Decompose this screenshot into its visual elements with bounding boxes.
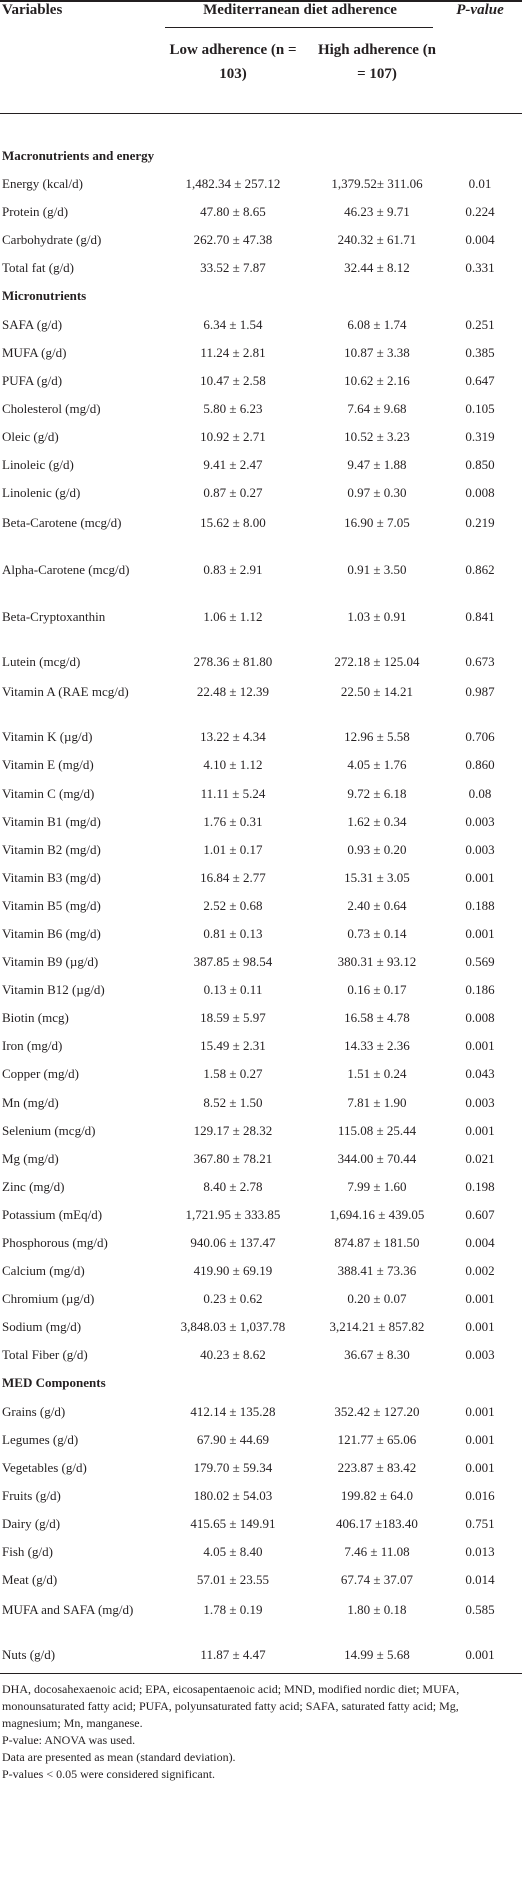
variable-cell: Protein (g/d) bbox=[2, 204, 69, 220]
low-adherence-cell: 9.41 ± 2.47 bbox=[203, 457, 263, 473]
low-adherence-cell: 1.78 ± 0.19 bbox=[203, 1602, 263, 1618]
table-row bbox=[0, 1229, 522, 1257]
low-adherence-cell: 1,721.95 ± 333.85 bbox=[185, 1206, 281, 1222]
p-value-cell: 0.002 bbox=[465, 1263, 495, 1279]
table-row bbox=[0, 367, 522, 395]
variable-cell: Linolenic (g/d) bbox=[2, 485, 81, 501]
p-value-cell: 0.001 bbox=[465, 1459, 495, 1475]
low-adherence-cell: 129.17 ± 28.32 bbox=[193, 1122, 273, 1138]
low-adherence-cell: 179.70 ± 59.34 bbox=[193, 1459, 273, 1475]
table-row bbox=[0, 1510, 522, 1538]
low-adherence-cell: 16.84 ± 2.77 bbox=[200, 869, 266, 885]
variable-cell: Vitamin B2 (mg/d) bbox=[2, 841, 101, 857]
high-adherence-cell: 14.99 ± 5.68 bbox=[344, 1647, 410, 1663]
header-variables: Variables bbox=[2, 2, 63, 18]
p-value-cell: 0.001 bbox=[465, 869, 495, 885]
high-adherence-cell: 1.80 ± 0.18 bbox=[347, 1602, 407, 1618]
footnote: P-values < 0.05 were considered significant. bbox=[2, 1767, 216, 1781]
p-value-cell: 0.013 bbox=[465, 1544, 495, 1560]
table-row bbox=[0, 723, 522, 751]
high-adherence-cell: 406.17 ±183.40 bbox=[336, 1515, 418, 1531]
high-adherence-cell: 199.82 ± 64.0 bbox=[340, 1487, 414, 1503]
variable-cell: Meat (g/d) bbox=[2, 1572, 58, 1588]
variable-cell: Vitamin B3 (mg/d) bbox=[2, 869, 101, 885]
high-adherence-cell: 1,694.16 ± 439.05 bbox=[329, 1206, 425, 1222]
variable-cell: Oleic (g/d) bbox=[2, 428, 59, 444]
high-adherence-cell: 388.41 ± 73.36 bbox=[337, 1263, 417, 1279]
p-value-cell: 0.001 bbox=[465, 925, 495, 941]
variable-cell: Lutein (mcg/d) bbox=[2, 654, 81, 670]
variable-cell: Nuts (g/d) bbox=[2, 1647, 56, 1663]
variable-cell: Potassium (mEq/d) bbox=[2, 1206, 103, 1222]
high-adherence-cell: 121.77 ± 65.06 bbox=[337, 1431, 417, 1447]
low-adherence-cell: 6.34 ± 1.54 bbox=[203, 316, 263, 332]
high-adherence-cell: 240.32 ± 61.71 bbox=[337, 232, 417, 248]
bottom-rule bbox=[0, 1673, 522, 1674]
header-group: Mediterranean diet adherence bbox=[203, 2, 397, 18]
high-adherence-cell: 0.73 ± 0.14 bbox=[347, 925, 407, 941]
table-row bbox=[0, 1641, 522, 1669]
group-underline bbox=[165, 27, 433, 28]
low-adherence-cell: 940.06 ± 137.47 bbox=[190, 1235, 276, 1250]
table-row bbox=[0, 836, 522, 864]
low-adherence-cell: 262.70 ± 47.38 bbox=[193, 232, 273, 248]
table-row bbox=[0, 198, 522, 226]
high-adherence-cell: 12.96 ± 5.58 bbox=[344, 729, 410, 745]
table-row bbox=[0, 1341, 522, 1369]
table-row bbox=[0, 1257, 522, 1285]
high-adherence-cell: 10.62 ± 2.16 bbox=[344, 372, 410, 388]
section-row bbox=[0, 1369, 522, 1397]
p-value-cell: 0.569 bbox=[465, 954, 495, 970]
table-row bbox=[0, 1004, 522, 1032]
variable-cell: Alpha-Carotene (mcg/d) bbox=[2, 562, 130, 578]
high-adherence-cell: 16.58 ± 4.78 bbox=[344, 1010, 410, 1026]
p-value-cell: 0.105 bbox=[465, 400, 495, 416]
p-value-cell: 0.188 bbox=[465, 897, 495, 913]
low-adherence-cell: 0.87 ± 0.27 bbox=[203, 485, 263, 501]
variable-cell: Total fat (g/d) bbox=[2, 260, 75, 276]
table-row bbox=[0, 554, 522, 601]
variable-cell: Total Fiber (g/d) bbox=[2, 1347, 88, 1363]
low-adherence-cell: 180.02 ± 54.03 bbox=[193, 1487, 273, 1503]
p-value-cell: 0.004 bbox=[465, 232, 495, 248]
footnote: Data are presented as mean (standard deviation). bbox=[2, 1750, 236, 1764]
variable-cell: Vitamin B9 (µg/d) bbox=[2, 954, 99, 970]
low-adherence-cell: 0.83 ± 2.91 bbox=[203, 562, 263, 578]
p-value-cell: 0.001 bbox=[465, 1319, 495, 1335]
section-row bbox=[0, 142, 522, 170]
high-adherence-cell: 7.81 ± 1.90 bbox=[347, 1094, 407, 1110]
low-adherence-cell: 4.05 ± 8.40 bbox=[203, 1544, 263, 1560]
p-value-cell: 0.008 bbox=[465, 1010, 495, 1026]
p-value-cell: 0.319 bbox=[465, 428, 495, 444]
table-row bbox=[0, 1117, 522, 1145]
table-row bbox=[0, 1173, 522, 1201]
high-adherence-cell: 67.74 ± 37.07 bbox=[340, 1572, 414, 1588]
high-adherence-cell: 1.03 ± 0.91 bbox=[347, 609, 407, 625]
high-adherence-cell: 46.23 ± 9.71 bbox=[344, 204, 410, 220]
p-value-cell: 0.001 bbox=[465, 1431, 495, 1447]
variable-cell: Zinc (mg/d) bbox=[2, 1178, 65, 1194]
variable-cell: Sodium (mg/d) bbox=[2, 1319, 82, 1335]
variable-cell: Linoleic (g/d) bbox=[2, 457, 74, 473]
p-value-cell: 0.043 bbox=[465, 1066, 495, 1082]
low-adherence-cell: 278.36 ± 81.80 bbox=[193, 654, 273, 670]
p-value-cell: 0.841 bbox=[465, 609, 495, 625]
p-value-cell: 0.016 bbox=[465, 1487, 495, 1503]
low-adherence-cell: 13.22 ± 4.34 bbox=[200, 729, 266, 745]
variable-cell: Vitamin B5 (mg/d) bbox=[2, 897, 101, 913]
p-value-cell: 0.014 bbox=[465, 1572, 495, 1588]
table-row bbox=[0, 780, 522, 808]
low-adherence-cell: 1.76 ± 0.31 bbox=[203, 813, 263, 829]
table-row bbox=[0, 1313, 522, 1341]
low-adherence-cell: 57.01 ± 23.55 bbox=[196, 1572, 270, 1588]
high-adherence-cell: 6.08 ± 1.74 bbox=[347, 316, 407, 332]
low-adherence-cell: 387.85 ± 98.54 bbox=[193, 954, 273, 970]
low-adherence-cell: 11.24 ± 2.81 bbox=[200, 344, 266, 360]
high-adherence-cell: 344.00 ± 70.44 bbox=[337, 1150, 417, 1166]
variable-cell: Mg (mg/d) bbox=[2, 1150, 59, 1166]
low-adherence-cell: 3,848.03 ± 1,037.78 bbox=[180, 1319, 286, 1335]
low-adherence-cell: 40.23 ± 8.62 bbox=[200, 1347, 266, 1363]
low-adherence-cell: 10.92 ± 2.71 bbox=[200, 428, 266, 444]
variable-cell: Vitamin A (RAE mcg/d) bbox=[2, 684, 129, 700]
table-row bbox=[0, 1089, 522, 1117]
table-row bbox=[0, 676, 522, 723]
variable-cell: Calcium (mg/d) bbox=[2, 1263, 85, 1279]
variable-cell: Energy (kcal/d) bbox=[2, 176, 83, 192]
table-row bbox=[0, 1032, 522, 1060]
low-adherence-cell: 1.58 ± 0.27 bbox=[203, 1066, 263, 1082]
variable-cell: Mn (mg/d) bbox=[2, 1094, 59, 1110]
high-adherence-cell: 7.64 ± 9.68 bbox=[347, 400, 407, 416]
low-adherence-cell: 15.62 ± 8.00 bbox=[200, 515, 266, 531]
table-row bbox=[0, 1060, 522, 1088]
table-row bbox=[0, 339, 522, 367]
p-value-cell: 0.186 bbox=[465, 982, 495, 998]
p-value-cell: 0.860 bbox=[465, 757, 495, 773]
p-value-cell: 0.385 bbox=[465, 344, 495, 360]
high-adherence-cell: 9.72 ± 6.18 bbox=[347, 785, 407, 801]
section-row bbox=[0, 282, 522, 310]
high-adherence-cell: 10.87 ± 3.38 bbox=[344, 344, 410, 360]
low-adherence-cell: 2.52 ± 0.68 bbox=[203, 897, 263, 913]
p-value-cell: 0.021 bbox=[465, 1150, 495, 1166]
high-adherence-cell: 10.52 ± 3.23 bbox=[344, 428, 410, 444]
section-label: Micronutrients bbox=[2, 288, 87, 304]
variable-cell: PUFA (g/d) bbox=[2, 372, 63, 388]
variable-cell: Cholesterol (mg/d) bbox=[2, 400, 101, 416]
p-value-cell: 0.004 bbox=[465, 1235, 495, 1250]
low-adherence-cell: 419.90 ± 69.19 bbox=[193, 1263, 273, 1279]
low-adherence-cell: 8.40 ± 2.78 bbox=[203, 1178, 263, 1194]
p-value-cell: 0.607 bbox=[465, 1206, 495, 1222]
header-pvalue: P-value bbox=[456, 2, 504, 18]
header-high: High adherence (n = 107) bbox=[317, 42, 437, 82]
low-adherence-cell: 367.80 ± 78.21 bbox=[193, 1150, 273, 1166]
high-adherence-cell: 15.31 ± 3.05 bbox=[344, 869, 410, 885]
high-adherence-cell: 14.33 ± 2.36 bbox=[344, 1038, 410, 1054]
p-value-cell: 0.673 bbox=[465, 654, 495, 670]
p-value-cell: 0.01 bbox=[468, 176, 492, 192]
table-row bbox=[0, 1285, 522, 1313]
high-adherence-cell: 0.20 ± 0.07 bbox=[347, 1291, 407, 1307]
low-adherence-cell: 10.47 ± 2.58 bbox=[200, 372, 266, 388]
high-adherence-cell: 874.87 ± 181.50 bbox=[334, 1235, 420, 1250]
high-adherence-cell: 9.47 ± 1.88 bbox=[347, 457, 407, 473]
section-label: MED Components bbox=[2, 1375, 106, 1391]
low-adherence-cell: 33.52 ± 7.87 bbox=[200, 260, 266, 276]
footnote: P-value: ANOVA was used. bbox=[2, 1733, 136, 1747]
high-adherence-cell: 352.42 ± 127.20 bbox=[334, 1403, 420, 1419]
low-adherence-cell: 415.65 ± 149.91 bbox=[190, 1515, 276, 1531]
header-rule bbox=[0, 113, 522, 114]
table-row bbox=[0, 395, 522, 423]
low-adherence-cell: 0.13 ± 0.11 bbox=[203, 982, 263, 998]
table-row bbox=[0, 976, 522, 1004]
table-row bbox=[0, 1538, 522, 1566]
low-adherence-cell: 412.14 ± 135.28 bbox=[190, 1403, 276, 1419]
high-adherence-cell: 0.93 ± 0.20 bbox=[347, 841, 407, 857]
p-value-cell: 0.219 bbox=[465, 515, 495, 531]
high-adherence-cell: 22.50 ± 14.21 bbox=[340, 684, 414, 700]
table-row bbox=[0, 601, 522, 648]
table-row bbox=[0, 920, 522, 948]
low-adherence-cell: 1.06 ± 1.12 bbox=[203, 609, 263, 625]
variable-cell: Chromium (µg/d) bbox=[2, 1291, 95, 1307]
table-row bbox=[0, 864, 522, 892]
low-adherence-cell: 67.90 ± 44.69 bbox=[196, 1431, 270, 1447]
high-adherence-cell: 1.62 ± 0.34 bbox=[347, 813, 407, 829]
variable-cell: Grains (g/d) bbox=[2, 1403, 66, 1419]
low-adherence-cell: 11.11 ± 5.24 bbox=[200, 785, 266, 801]
variable-cell: Legumes (g/d) bbox=[2, 1431, 79, 1447]
section-label: Macronutrients and energy bbox=[2, 148, 155, 163]
p-value-cell: 0.001 bbox=[465, 1038, 495, 1054]
high-adherence-cell: 16.90 ± 7.05 bbox=[344, 515, 410, 531]
table-row bbox=[0, 451, 522, 479]
high-adherence-cell: 0.97 ± 0.30 bbox=[347, 485, 407, 501]
low-adherence-cell: 5.80 ± 6.23 bbox=[203, 400, 263, 416]
table-row bbox=[0, 948, 522, 976]
table-row bbox=[0, 1426, 522, 1454]
p-value-cell: 0.862 bbox=[465, 562, 495, 578]
variable-cell: Dairy (g/d) bbox=[2, 1515, 61, 1531]
p-value-cell: 0.751 bbox=[465, 1515, 495, 1531]
high-adherence-cell: 7.46 ± 11.08 bbox=[344, 1544, 410, 1560]
table-row bbox=[0, 311, 522, 339]
p-value-cell: 0.585 bbox=[465, 1602, 495, 1618]
low-adherence-cell: 22.48 ± 12.39 bbox=[196, 684, 270, 700]
p-value-cell: 0.001 bbox=[465, 1403, 495, 1419]
table-row bbox=[0, 648, 522, 676]
table-row bbox=[0, 808, 522, 836]
high-adherence-cell: 115.08 ± 25.44 bbox=[337, 1122, 417, 1138]
table-row bbox=[0, 751, 522, 779]
variable-cell: Carbohydrate (g/d) bbox=[2, 232, 102, 248]
high-adherence-cell: 1.51 ± 0.24 bbox=[347, 1066, 407, 1082]
p-value-cell: 0.001 bbox=[465, 1122, 495, 1138]
high-adherence-cell: 32.44 ± 8.12 bbox=[344, 260, 410, 276]
table-row bbox=[0, 1594, 522, 1641]
variable-cell: Beta-Carotene (mcg/d) bbox=[2, 515, 122, 531]
p-value-cell: 0.647 bbox=[465, 372, 495, 388]
p-value-cell: 0.003 bbox=[465, 1347, 495, 1363]
variable-cell: Copper (mg/d) bbox=[2, 1066, 79, 1082]
variable-cell: Iron (mg/d) bbox=[2, 1038, 63, 1054]
table-row bbox=[0, 1482, 522, 1510]
p-value-cell: 0.987 bbox=[465, 684, 495, 700]
high-adherence-cell: 272.18 ± 125.04 bbox=[334, 654, 420, 670]
low-adherence-cell: 1,482.34 ± 257.12 bbox=[185, 176, 281, 192]
p-value-cell: 0.251 bbox=[465, 316, 495, 332]
table-row bbox=[0, 1201, 522, 1229]
variable-cell: Vitamin B6 (mg/d) bbox=[2, 925, 101, 941]
table-body bbox=[0, 142, 522, 1669]
variable-cell: Selenium (mcg/d) bbox=[2, 1122, 96, 1138]
low-adherence-cell: 15.49 ± 2.31 bbox=[200, 1038, 266, 1054]
variable-cell: MUFA and SAFA (mg/d) bbox=[2, 1602, 134, 1618]
high-adherence-cell: 223.87 ± 83.42 bbox=[337, 1459, 417, 1475]
high-adherence-cell: 36.67 ± 8.30 bbox=[344, 1347, 410, 1363]
p-value-cell: 0.331 bbox=[465, 260, 495, 276]
p-value-cell: 0.003 bbox=[465, 813, 495, 829]
p-value-cell: 0.001 bbox=[465, 1647, 495, 1663]
high-adherence-cell: 2.40 ± 0.64 bbox=[347, 897, 407, 913]
low-adherence-cell: 0.81 ± 0.13 bbox=[203, 925, 263, 941]
low-adherence-cell: 0.23 ± 0.62 bbox=[203, 1291, 263, 1307]
high-adherence-cell: 0.16 ± 0.17 bbox=[347, 982, 407, 998]
table-row bbox=[0, 1398, 522, 1426]
header-low: Low adherence (n = 103) bbox=[169, 42, 297, 82]
variable-cell: Fish (g/d) bbox=[2, 1544, 53, 1560]
variable-cell: Vitamin K (µg/d) bbox=[2, 729, 93, 745]
p-value-cell: 0.003 bbox=[465, 841, 495, 857]
variable-cell: Beta-Cryptoxanthin bbox=[2, 609, 106, 625]
footnote: DHA, docosahexaenoic acid; EPA, eicosapentaenoic acid; MND, modified nordic diet; MUFA, monounsaturated fatty acid; PUFA, polyunsaturated fatty acid; SAFA, saturated fatty acid; Mg, magnesium; Mn, manganese. bbox=[2, 1682, 460, 1730]
p-value-cell: 0.001 bbox=[465, 1291, 495, 1307]
p-value-cell: 0.224 bbox=[465, 204, 495, 220]
high-adherence-cell: 1,379.52± 311.06 bbox=[331, 176, 423, 192]
variable-cell: Biotin (mcg) bbox=[2, 1010, 69, 1026]
table-row bbox=[0, 226, 522, 254]
low-adherence-cell: 47.80 ± 8.65 bbox=[200, 204, 266, 220]
p-value-cell: 0.850 bbox=[465, 457, 495, 473]
low-adherence-cell: 1.01 ± 0.17 bbox=[203, 841, 263, 857]
footnotes bbox=[2, 1681, 518, 1783]
low-adherence-cell: 11.87 ± 4.47 bbox=[200, 1647, 266, 1663]
table-row bbox=[0, 1566, 522, 1594]
variable-cell: Vegetables (g/d) bbox=[2, 1459, 87, 1475]
p-value-cell: 0.198 bbox=[465, 1178, 495, 1194]
variable-cell: Vitamin B12 (µg/d) bbox=[2, 982, 105, 998]
low-adherence-cell: 8.52 ± 1.50 bbox=[203, 1094, 263, 1110]
table-row bbox=[0, 892, 522, 920]
table-row bbox=[0, 479, 522, 507]
variable-cell: Vitamin C (mg/d) bbox=[2, 785, 95, 801]
p-value-cell: 0.008 bbox=[465, 485, 495, 501]
p-value-cell: 0.003 bbox=[465, 1094, 495, 1110]
high-adherence-cell: 3,214.21 ± 857.82 bbox=[329, 1319, 425, 1335]
table-row bbox=[0, 423, 522, 451]
table-row bbox=[0, 1454, 522, 1482]
high-adherence-cell: 0.91 ± 3.50 bbox=[347, 562, 407, 578]
variable-cell: Fruits (g/d) bbox=[2, 1487, 61, 1503]
variable-cell: Vitamin B1 (mg/d) bbox=[2, 813, 101, 829]
variable-cell: SAFA (g/d) bbox=[2, 316, 63, 332]
p-value-cell: 0.706 bbox=[465, 729, 495, 745]
table-row bbox=[0, 507, 522, 554]
high-adherence-cell: 4.05 ± 1.76 bbox=[347, 757, 407, 773]
variable-cell: Vitamin E (mg/d) bbox=[2, 757, 94, 773]
table-row bbox=[0, 170, 522, 198]
high-adherence-cell: 7.99 ± 1.60 bbox=[347, 1178, 407, 1194]
table-row bbox=[0, 1145, 522, 1173]
variable-cell: MUFA (g/d) bbox=[2, 344, 67, 360]
table-row bbox=[0, 254, 522, 282]
high-adherence-cell: 380.31 ± 93.12 bbox=[337, 954, 417, 970]
low-adherence-cell: 18.59 ± 5.97 bbox=[200, 1010, 266, 1026]
variable-cell: Phosphorous (mg/d) bbox=[2, 1235, 108, 1250]
p-value-cell: 0.08 bbox=[468, 785, 492, 801]
low-adherence-cell: 4.10 ± 1.12 bbox=[203, 757, 263, 773]
